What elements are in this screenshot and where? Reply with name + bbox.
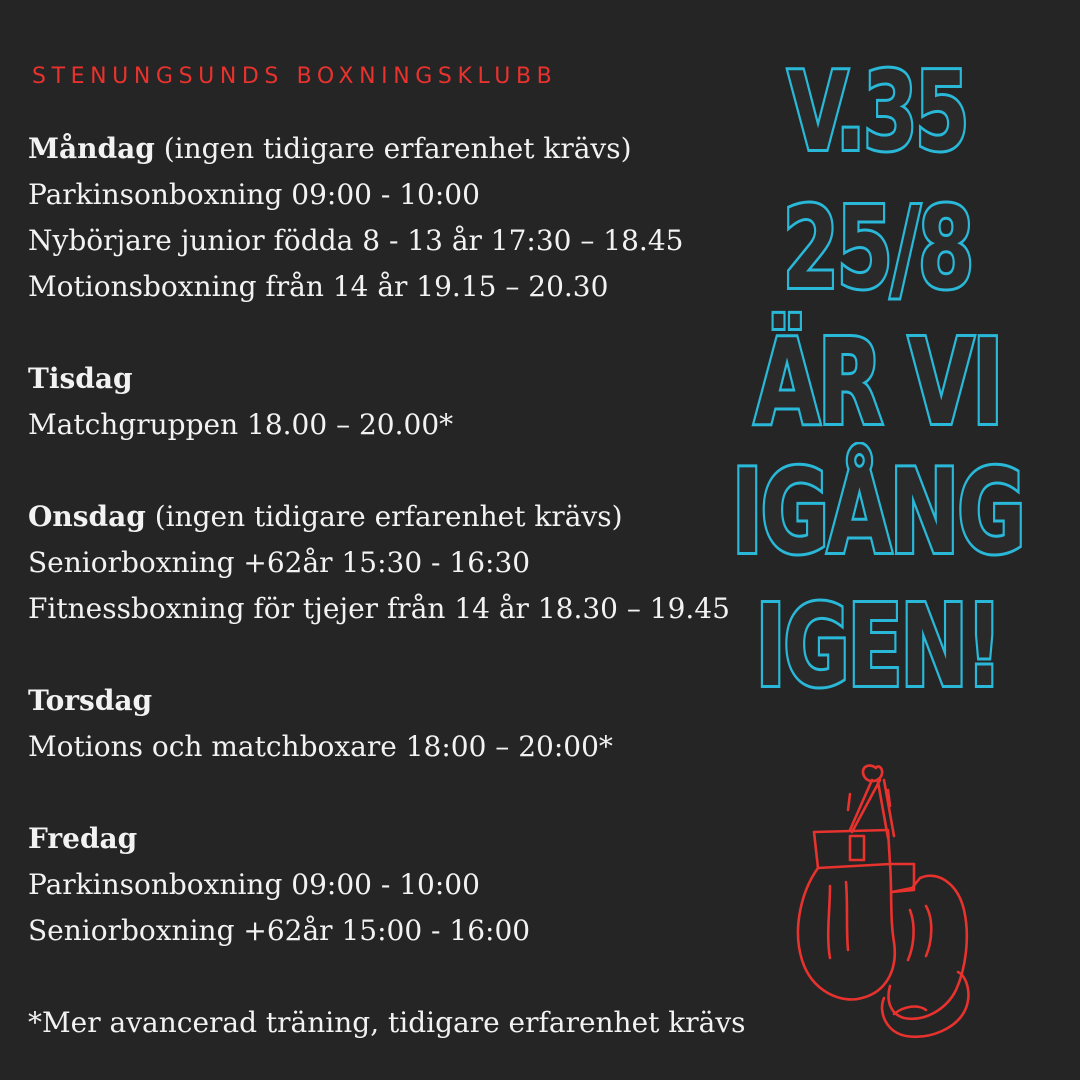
headline-line-3: ÄR VI xyxy=(753,313,1002,451)
session-line: Fitnessboxning för tjejer från 14 år 18.30 – 19.45 xyxy=(28,592,730,625)
day-heading xyxy=(28,816,788,862)
day-heading xyxy=(28,126,788,172)
day-block-torsdag xyxy=(28,678,788,770)
day-note: (ingen tidigare erfarenhet krävs) xyxy=(154,132,632,165)
day-name: Torsdag xyxy=(28,684,153,717)
day-name: Onsdag xyxy=(28,500,146,533)
day-note: (ingen tidigare erfarenhet krävs) xyxy=(145,500,623,533)
headline-line-4: IGÅNG xyxy=(731,445,1024,580)
session-line: Matchgruppen 18.00 – 20.00* xyxy=(28,408,454,441)
headline-date: 25/8 xyxy=(782,184,973,314)
boxing-gloves-icon xyxy=(790,760,990,1050)
session-line: Seniorboxning +62år 15:00 - 16:00 xyxy=(28,914,531,947)
day-heading xyxy=(28,494,788,540)
session-line: Motions och matchboxare 18:00 – 20:00* xyxy=(28,730,613,763)
headline-line-5: IGEN! xyxy=(755,582,1000,712)
day-block-mandag xyxy=(28,126,788,310)
day-heading xyxy=(28,356,788,402)
weekly-schedule xyxy=(28,126,788,1046)
session-line: Seniorboxning +62år 15:30 - 16:30 xyxy=(28,546,531,579)
day-name: Tisdag xyxy=(28,362,133,395)
session-line: Parkinsonboxning 09:00 - 10:00 xyxy=(28,868,480,901)
day-block-tisdag xyxy=(28,356,788,448)
day-heading xyxy=(28,678,788,724)
headline xyxy=(731,50,1024,712)
footnote: *Mer avancerad träning, tidigare erfarenhet krävs xyxy=(28,1006,746,1039)
day-name: Måndag xyxy=(28,132,155,165)
day-name: Fredag xyxy=(28,822,138,855)
day-block-onsdag xyxy=(28,494,788,632)
club-name: STENUNGSUNDS BOXNINGSKLUBB xyxy=(32,64,558,89)
session-line: Nybörjare junior födda 8 - 13 år 17:30 – 18.45 xyxy=(28,224,684,257)
session-line: Parkinsonboxning 09:00 - 10:00 xyxy=(28,178,480,211)
headline-week: V.35 xyxy=(787,50,968,175)
session-line: Motionsboxning från 14 år 19.15 – 20.30 xyxy=(28,270,609,303)
day-block-fredag xyxy=(28,816,788,954)
